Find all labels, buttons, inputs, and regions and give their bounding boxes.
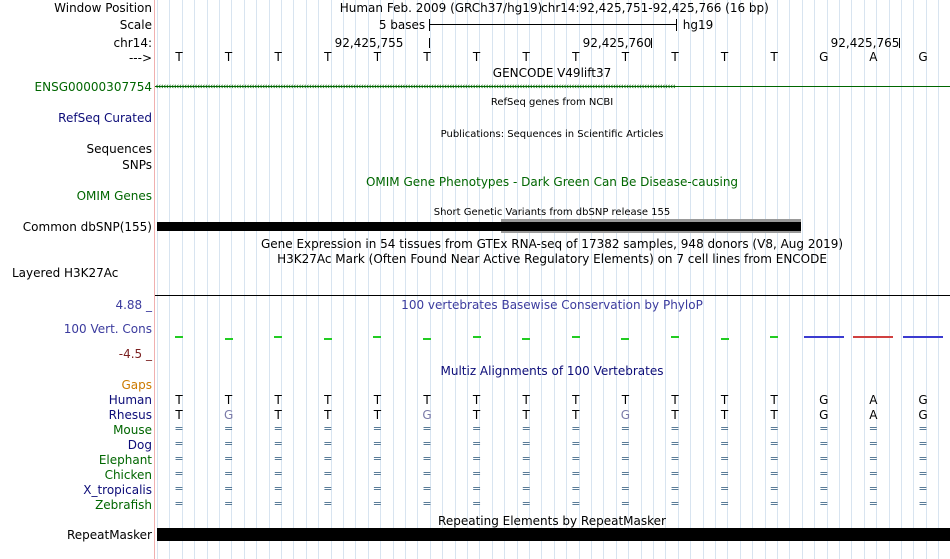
alignment-base: =: [323, 497, 333, 510]
alignment-base: =: [372, 452, 382, 465]
alignment-base: T: [720, 408, 729, 422]
phylop-mark: [903, 336, 943, 338]
sequences-label[interactable]: Sequences: [86, 142, 152, 156]
alignment-base: =: [868, 422, 878, 435]
alignment-base: T: [324, 393, 332, 407]
alignment-base: =: [471, 422, 482, 435]
alignment-base: =: [670, 452, 680, 465]
snps-label[interactable]: SNPs: [122, 158, 152, 172]
reference-base: T: [770, 50, 778, 64]
alignment-base: =: [273, 437, 283, 450]
alignment-base: T: [572, 408, 580, 422]
alignment-base: =: [719, 467, 730, 480]
species-label-mouse[interactable]: Mouse: [113, 423, 152, 437]
alignment-base: =: [571, 482, 581, 495]
alignment-base: =: [174, 452, 184, 465]
dbsnp-title: Short Genetic Variants from dbSNP release 155: [433, 207, 671, 218]
alignment-base: T: [373, 393, 382, 407]
alignment-base: =: [918, 467, 928, 480]
reference-base: G: [918, 50, 928, 64]
phylop-title: 100 vertebrates Basewise Conservation by PhyloP: [401, 298, 703, 312]
alignment-base: T: [522, 408, 530, 422]
alignment-base: =: [918, 452, 928, 465]
phylop-mark: [324, 338, 332, 340]
phylop-mark: [671, 336, 679, 338]
window-position: chr14:92,425,751-92,425,766 (16 bp): [541, 1, 769, 15]
h3k27-title: H3K27Ac Mark (Often Found Near Active Regulatory Elements) on 7 cell lines from ENCODE: [277, 252, 827, 266]
alignment-base: =: [719, 437, 730, 450]
alignment-base: T: [224, 393, 233, 407]
alignment-base: =: [273, 482, 283, 495]
alignment-base: T: [472, 408, 481, 422]
scale-text: 5 bases: [378, 18, 426, 32]
reference-base: G: [819, 50, 829, 64]
omim-title: OMIM Gene Phenotypes - Dark Green Can Be Disease-causing: [365, 175, 739, 189]
alignment-base: =: [819, 482, 829, 495]
alignment-base: =: [719, 497, 730, 510]
reference-base: T: [224, 50, 233, 64]
alignment-base: =: [174, 482, 184, 495]
alignment-base: =: [323, 467, 333, 480]
phylop-top-line: [155, 295, 950, 296]
h3k27-label[interactable]: Layered H3K27Ac: [12, 266, 119, 280]
phylop-mark: [274, 336, 282, 338]
reference-base: T: [175, 50, 183, 64]
alignment-base: =: [769, 422, 779, 435]
alignment-base: =: [620, 452, 630, 465]
species-label-dog[interactable]: Dog: [127, 438, 152, 452]
alignment-base: =: [471, 452, 482, 465]
reference-base: T: [671, 50, 679, 64]
alignment-base: =: [620, 437, 630, 450]
alignment-base: =: [620, 497, 630, 510]
alignment-base: =: [372, 482, 382, 495]
alignment-base: G: [223, 408, 234, 422]
coord-1-tick: [429, 38, 430, 48]
window-position-label: Window Position: [54, 1, 152, 15]
alignment-base: T: [373, 408, 382, 422]
alignment-base: =: [422, 437, 432, 450]
refseq-label[interactable]: RefSeq Curated: [58, 111, 152, 125]
alignment-base: =: [769, 482, 779, 495]
alignment-base: =: [918, 482, 928, 495]
alignment-base: =: [769, 437, 779, 450]
omim-label[interactable]: OMIM Genes: [76, 189, 152, 203]
alignment-base: =: [819, 497, 829, 510]
dbsnp-label[interactable]: Common dbSNP(155): [22, 220, 152, 234]
alignment-base: T: [423, 393, 431, 407]
phylop-mark: [572, 336, 580, 338]
alignment-base: =: [670, 422, 680, 435]
alignment-base: T: [671, 393, 679, 407]
alignment-base: =: [719, 422, 730, 435]
alignment-base: =: [223, 422, 234, 435]
alignment-base: =: [620, 467, 630, 480]
alignment-base: T: [274, 393, 282, 407]
reference-base: A: [869, 50, 878, 64]
alignment-base: =: [571, 437, 581, 450]
phylop-mark: [473, 336, 481, 338]
alignment-base: =: [918, 437, 928, 450]
repeatmasker-label[interactable]: RepeatMasker: [66, 528, 152, 542]
alignment-base: T: [671, 408, 679, 422]
phylop-mark: [522, 338, 530, 340]
pubs-title: Publications: Sequences in Scientific Articles: [440, 129, 664, 140]
coord-2-tick: [651, 38, 652, 48]
alignment-base: =: [620, 482, 630, 495]
phylop-mark: [853, 336, 893, 338]
alignment-base: =: [868, 452, 878, 465]
alignment-base: =: [620, 422, 630, 435]
coord-3: 92,425,765: [830, 36, 900, 50]
alignment-base: =: [571, 422, 581, 435]
reference-base: T: [274, 50, 282, 64]
alignment-base: T: [770, 393, 778, 407]
alignment-base: =: [372, 467, 382, 480]
phylop-mark: [770, 336, 778, 338]
gtex-title: Gene Expression in 54 tissues from GTEx RNA-seq of 17382 samples, 948 donors (V8, Aug 2019): [260, 237, 844, 251]
alignment-base: =: [521, 467, 531, 480]
alignment-base: T: [770, 408, 778, 422]
reference-base: T: [621, 50, 630, 64]
alignment-base: G: [819, 393, 829, 407]
alignment-base: =: [868, 437, 878, 450]
alignment-base: G: [819, 408, 829, 422]
alignment-base: T: [720, 393, 729, 407]
scale-bar: [429, 24, 677, 25]
strand-label: --->: [128, 51, 152, 65]
alignment-base: =: [719, 452, 730, 465]
alignment-base: =: [670, 497, 680, 510]
alignment-base: =: [819, 422, 829, 435]
phylop-mark: [721, 338, 729, 340]
reference-base: T: [522, 50, 530, 64]
alignment-base: T: [621, 393, 630, 407]
alignment-base: =: [471, 467, 482, 480]
track-labels: [0, 0, 154, 559]
phylop-mark: [621, 338, 629, 340]
alignment-base: =: [521, 452, 531, 465]
alignment-base: =: [372, 437, 382, 450]
alignment-base: =: [372, 497, 382, 510]
repeatmasker-bar[interactable]: [157, 528, 950, 541]
assembly-title: Human Feb. 2009 (GRCh37/hg19): [339, 1, 543, 15]
cons-label[interactable]: 100 Vert. Cons: [63, 322, 152, 336]
alignment-base: =: [174, 422, 184, 435]
alignment-base: A: [869, 393, 878, 407]
reference-base: T: [423, 50, 431, 64]
phylop-mark: [423, 338, 431, 340]
species-label-elephant[interactable]: Elephant: [98, 453, 152, 467]
chrom-label: chr14:: [113, 36, 152, 50]
alignment-base: T: [522, 393, 530, 407]
alignment-base: =: [422, 422, 432, 435]
alignment-base: =: [868, 497, 878, 510]
phylop-mark: [804, 336, 844, 338]
gaps-label[interactable]: Gaps: [121, 378, 152, 392]
reference-base: T: [572, 50, 580, 64]
alignment-base: =: [868, 467, 878, 480]
alignment-base: =: [174, 467, 184, 480]
species-label-xtropicalis[interactable]: X_tropicalis: [83, 483, 152, 497]
alignment-base: =: [819, 452, 829, 465]
alignment-base: =: [273, 452, 283, 465]
species-label-chicken[interactable]: Chicken: [104, 468, 152, 482]
alignment-base: =: [471, 437, 482, 450]
alignment-base: =: [521, 497, 531, 510]
alignment-base: =: [670, 437, 680, 450]
alignment-base: =: [521, 437, 531, 450]
alignment-base: T: [175, 393, 183, 407]
species-label-human[interactable]: Human: [108, 393, 152, 407]
alignment-base: G: [918, 393, 928, 407]
alignment-base: T: [472, 393, 481, 407]
alignment-base: =: [571, 467, 581, 480]
refseq-title: RefSeq genes from NCBI: [490, 97, 614, 108]
alignment-base: G: [620, 408, 631, 422]
alignment-base: =: [273, 497, 283, 510]
phylop-mark: [373, 336, 381, 338]
alignment-base: =: [223, 467, 234, 480]
phylop-min-label: -4.5 _: [118, 347, 152, 361]
repeatmasker-title: Repeating Elements by RepeatMasker: [438, 514, 666, 528]
scale-label: Scale: [119, 18, 152, 32]
reference-base: T: [720, 50, 729, 64]
alignment-base: =: [868, 482, 878, 495]
coord-2: 92,425,760: [582, 36, 652, 50]
alignment-base: =: [422, 467, 432, 480]
alignment-base: =: [223, 497, 234, 510]
alignment-base: =: [323, 482, 333, 495]
alignment-base: =: [323, 452, 333, 465]
gencode-title: GENCODE V49lift37: [492, 66, 612, 80]
scale-db: hg19: [682, 18, 714, 32]
alignment-base: =: [323, 437, 333, 450]
reference-base: T: [373, 50, 382, 64]
species-label-zebrafish[interactable]: Zebrafish: [95, 498, 152, 512]
alignment-base: =: [273, 422, 283, 435]
alignment-base: =: [174, 437, 184, 450]
alignment-base: =: [670, 467, 680, 480]
coord-3-tick: [899, 38, 900, 48]
alignment-base: A: [869, 408, 878, 422]
alignment-base: =: [670, 482, 680, 495]
alignment-base: G: [918, 408, 928, 422]
gencode-strand-arrows: ‹‹‹‹‹‹‹‹‹‹‹‹‹‹‹‹‹‹‹‹‹‹‹‹‹‹‹‹‹‹‹‹‹‹‹‹‹‹‹‹‹‹‹‹‹‹‹‹‹‹‹‹‹‹‹‹‹‹‹‹‹‹‹‹‹‹‹‹‹‹‹‹‹‹‹‹‹‹‹‹‹‹‹‹‹‹‹‹‹‹‹‹‹‹‹‹‹‹‹‹‹‹‹‹‹‹‹‹‹‹‹‹‹‹‹‹‹‹‹‹‹‹‹‹‹‹‹‹‹‹‹‹‹‹‹‹‹‹‹‹‹‹‹‹‹‹‹‹‹‹‹‹‹‹‹‹‹‹‹‹‹‹‹‹‹‹‹‹‹‹‹‹‹‹‹‹‹‹‹‹‹‹‹‹‹‹‹‹‹‹‹‹‹‹‹‹‹‹‹‹: [155, 82, 675, 92]
phylop-mark: [225, 338, 233, 340]
alignment-base: =: [571, 497, 581, 510]
alignment-base: G: [422, 408, 432, 422]
alignment-base: =: [819, 437, 829, 450]
reference-base: T: [324, 50, 332, 64]
dbsnp-variant-bar[interactable]: [157, 222, 801, 231]
alignment-base: =: [918, 422, 928, 435]
alignment-base: =: [174, 497, 184, 510]
track-image[interactable]: [155, 0, 950, 559]
alignment-base: T: [324, 408, 332, 422]
ensg-label[interactable]: ENSG00000307754: [34, 80, 152, 94]
multiz-title: Multiz Alignments of 100 Vertebrates: [440, 364, 664, 378]
coord-1: 92,425,755: [334, 36, 404, 50]
phylop-max-label: 4.88 _: [115, 298, 152, 312]
alignment-base: =: [918, 497, 928, 510]
alignment-base: =: [223, 482, 234, 495]
alignment-base: =: [769, 452, 779, 465]
alignment-base: =: [819, 467, 829, 480]
alignment-base: T: [274, 408, 282, 422]
phylop-mark: [175, 336, 183, 338]
alignment-base: =: [422, 452, 432, 465]
alignment-base: =: [323, 422, 333, 435]
alignment-base: =: [521, 482, 531, 495]
alignment-base: =: [223, 437, 234, 450]
alignment-base: =: [769, 497, 779, 510]
scale-bar-right-cap: [676, 19, 677, 31]
alignment-base: =: [571, 452, 581, 465]
scale-bar-left-cap: [429, 19, 430, 31]
species-label-rhesus[interactable]: Rhesus: [108, 408, 152, 422]
alignment-base: =: [769, 467, 779, 480]
alignment-base: =: [719, 482, 730, 495]
alignment-base: =: [223, 452, 234, 465]
alignment-base: =: [471, 482, 482, 495]
alignment-base: =: [521, 422, 531, 435]
alignment-base: =: [422, 482, 432, 495]
alignment-base: =: [422, 497, 432, 510]
alignment-base: =: [471, 497, 482, 510]
alignment-base: T: [175, 408, 183, 422]
reference-base: T: [472, 50, 481, 64]
alignment-base: =: [273, 467, 283, 480]
alignment-base: =: [372, 422, 382, 435]
alignment-base: T: [572, 393, 580, 407]
